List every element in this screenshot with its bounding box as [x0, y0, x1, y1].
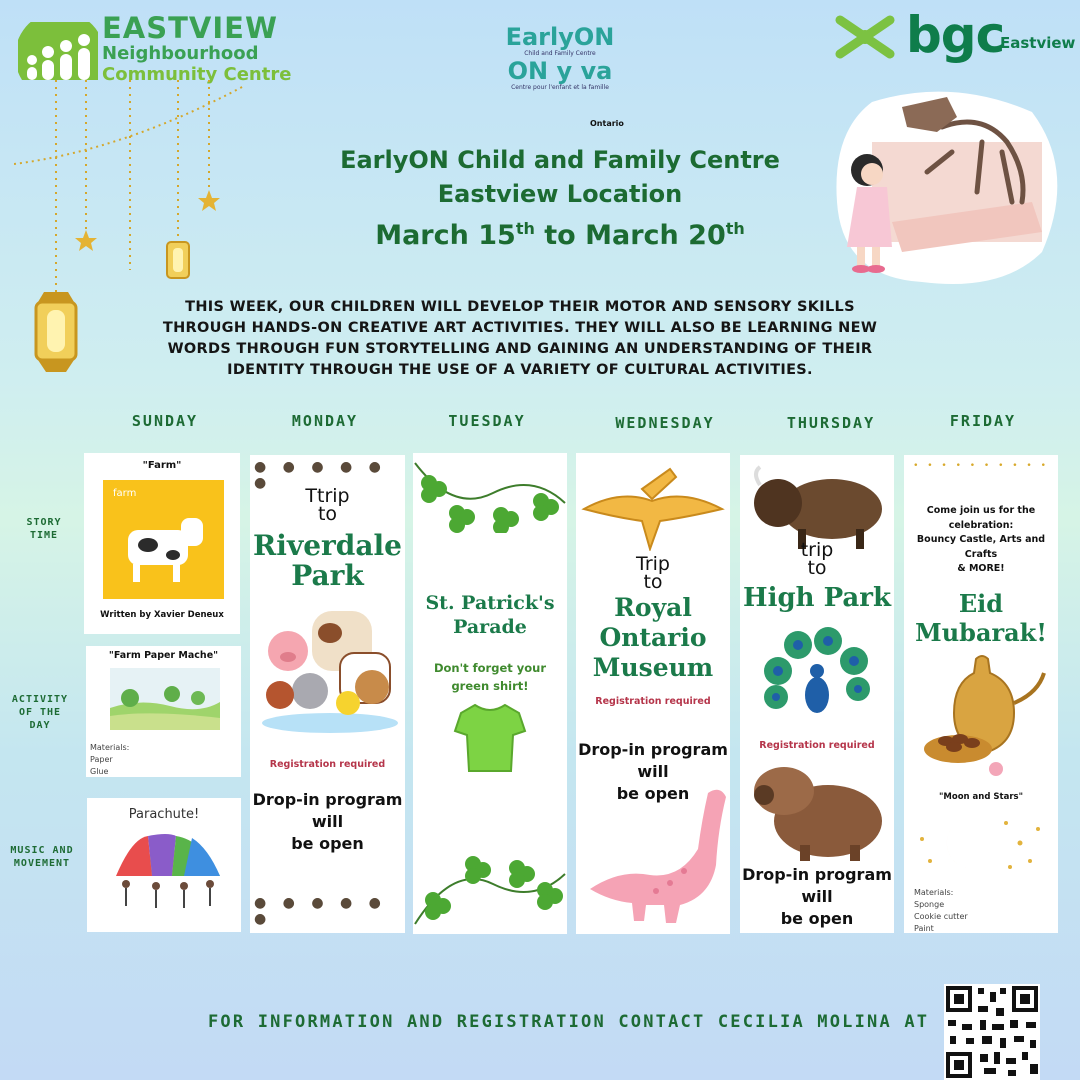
thursday-card: [740, 455, 894, 933]
monday-registration: Registration required: [269, 759, 386, 770]
title-block: [300, 143, 820, 251]
day-header-sunday: SUNDAY: [131, 412, 199, 430]
tuesday-note: Don't forget your green shirt!: [433, 661, 547, 693]
lantern-icon: [36, 292, 76, 372]
shamrock-garland-top: [413, 453, 567, 533]
eastview-logo: [18, 11, 318, 85]
paw-prints-border-bottom: ● ● ● ● ● ●: [254, 895, 387, 927]
friday-card: [904, 455, 1058, 933]
eastview-title: EASTVIEW: [102, 11, 278, 45]
peacock-icon: [758, 621, 876, 729]
footer-contact: FOR INFORMATION AND REGISTRATION CONTACT CECILIA MOLINA AT: [208, 1012, 930, 1032]
row-label-music: MUSIC AND MOVEMENT: [10, 845, 74, 869]
monday-trip: Ttrip to: [305, 485, 350, 525]
paw-prints-border-top: ● ● ● ● ● ●: [254, 459, 387, 491]
tuesday-card: [413, 453, 567, 934]
parachute-icon: [112, 832, 224, 912]
monday-card: [250, 455, 405, 933]
qr-code[interactable]: [944, 984, 1040, 1080]
onyva-wordmark: ON y va: [507, 57, 613, 85]
wednesday-card: [576, 453, 730, 934]
museum-dinosaur-illustration: [832, 82, 1068, 292]
teapot-dates-icon: [918, 653, 1048, 781]
farm-book-cover-title: farm: [113, 488, 137, 499]
thursday-dropin: Drop-in program will be open: [742, 865, 892, 928]
friday-craft-title: "Moon and Stars": [938, 792, 1023, 802]
bgc-logo: [832, 6, 1076, 76]
row-label-story-time: STORY TIME: [26, 517, 62, 541]
capybara-icon: [750, 755, 884, 863]
friday-title: Eid Mubarak!: [915, 589, 1047, 647]
star-icon: [75, 230, 97, 251]
bison-icon: [746, 459, 888, 551]
friday-invite: Come join us for the celebration: Bouncy Castle, Arts and Crafts & MORE!: [916, 505, 1046, 574]
day-header-wednesday: WEDNESDAY: [615, 414, 715, 432]
sunday-activity-card: [86, 646, 241, 777]
pink-dinosaur-icon: [580, 779, 730, 929]
gold-dots-decoration: • • • • • • • • • •: [913, 461, 1049, 471]
intro-text: THIS WEEK, OUR CHILDREN WILL DEVELOP THEIR MOTOR AND SENSORY SKILLS THROUGH HANDS-ON CREATIVE ART ACTIVITIES. THEY WILL ALSO BE LEARNING NEW WORDS THROUGH FUN STORYTELLING AND GAINING AN UNDERSTANDING OF THEIR IDENTITY THROUGH THE USE OF A VARIETY OF CULTURAL ACTIVITIES.: [162, 299, 878, 378]
pterodactyl-icon: [580, 459, 726, 551]
wednesday-destination: Royal Ontario Museum: [592, 593, 714, 682]
sunday-story-card: [84, 453, 240, 634]
thursday-registration: Registration required: [759, 740, 875, 751]
story-book-title: "Farm": [142, 460, 182, 471]
music-title: Parachute!: [128, 807, 200, 822]
page-title: EarlyON Child and Family Centre: [340, 146, 780, 174]
day-header-thursday: THURSDAY: [786, 414, 876, 432]
tuesday-title: St. Patrick's Parade: [425, 592, 555, 638]
bgc-location: Eastview: [1000, 34, 1076, 52]
watercolor-landscape-image: [110, 668, 220, 730]
monday-destination: Riverdale Park: [253, 529, 402, 592]
eastview-people-icon: [18, 22, 100, 82]
moon-and-stars-icon: [910, 809, 1054, 879]
bgc-wordmark: bgc: [906, 6, 1005, 64]
crescent-moon-icon: [122, 272, 150, 310]
day-header-monday: MONDAY: [291, 412, 359, 430]
row-label-activity: ACTIVITY OF THE DAY: [11, 694, 69, 731]
onyva-sub: Centre pour l'enfant et la famille: [511, 84, 609, 91]
wednesday-registration: Registration required: [595, 696, 711, 707]
earlyon-sub: Child and Family Centre: [524, 50, 596, 57]
friday-materials: Materials: Sponge Cookie cutter Paint: [914, 888, 968, 933]
sunday-music-card: [87, 798, 241, 932]
thursday-trip: trip to: [800, 539, 834, 579]
day-header-friday: FRIDAY: [949, 412, 1017, 430]
eastview-line2: Neighbourhood: [102, 43, 259, 64]
thursday-destination: High Park: [743, 583, 891, 613]
day-header-tuesday: TUESDAY: [448, 412, 526, 430]
monday-dropin: Drop-in program will be open: [252, 790, 403, 853]
farm-animals-illustration: [260, 603, 400, 733]
page-subtitle: Eastview Location: [437, 180, 683, 208]
farm-book-cover: [103, 480, 224, 599]
earlyon-logo: [495, 24, 625, 92]
green-shirt-icon: [453, 701, 527, 775]
wednesday-trip: Trip to: [636, 553, 670, 593]
ontario-logo: Ontario: [590, 119, 624, 128]
activity-materials: Materials: Paper Glue: [90, 743, 130, 776]
shamrock-garland-bottom: [413, 844, 567, 934]
wednesday-dropin: Drop-in program will be open: [578, 740, 728, 803]
bgc-x-icon: [832, 12, 898, 62]
date-range: March 15th to March 20th: [375, 219, 745, 251]
eastview-line3: Community Centre: [102, 64, 292, 85]
story-author: Written by Xavier Deneux: [100, 610, 224, 620]
earlyon-wordmark: EarlyON: [505, 23, 615, 51]
activity-title: "Farm Paper Mache": [108, 650, 219, 661]
